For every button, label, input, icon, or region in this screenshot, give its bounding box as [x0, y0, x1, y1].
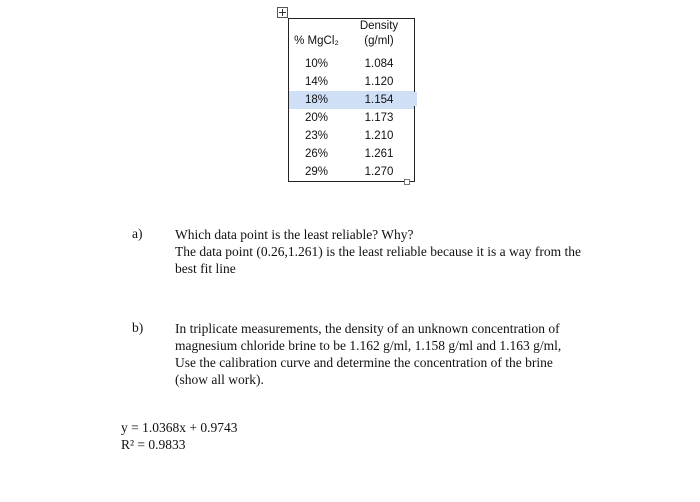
table-row [289, 127, 415, 145]
selection-highlight-extension [414, 92, 417, 106]
percent-cell: 20% [304, 112, 329, 124]
question-a-text: Which data point is the least reliable? Why? [175, 227, 414, 242]
density-cell: 1.210 [364, 130, 394, 142]
question-b-line1: In triplicate measurements, the density of an unknown concentration of [175, 321, 560, 336]
table-resize-handle[interactable] [404, 179, 410, 185]
density-cell[interactable]: 1.154 [344, 91, 415, 109]
header-percent-mgcl2: % MgCl₂ [294, 35, 339, 47]
table-row [289, 73, 415, 91]
percent-cell: 14% [304, 76, 329, 88]
header-density-line1: Density [359, 20, 399, 32]
density-cell: 1.173 [364, 112, 394, 124]
density-cell: 1.120 [364, 76, 394, 88]
density-cell: 1.270 [364, 166, 394, 178]
table-header-row [289, 19, 415, 54]
percent-cell: 10% [304, 58, 329, 70]
header-density [344, 19, 415, 54]
question-b-line2: magnesium chloride brine to be 1.162 g/ml, 1.158 g/ml and 1.163 g/ml, [175, 338, 562, 353]
percent-cell: 23% [304, 130, 329, 142]
question-b-label: b) [132, 320, 144, 335]
density-cell: 1.084 [364, 58, 394, 70]
regression-block [121, 419, 237, 453]
table-row-selected[interactable] [289, 91, 415, 109]
percent-cell: 29% [304, 166, 329, 178]
header-density-line2: (g/ml) [364, 35, 394, 47]
question-b-line3: Use the calibration curve and determine the concentration of the brine [175, 355, 553, 370]
question-b-block [175, 320, 561, 388]
table-row [289, 145, 415, 163]
question-a-label: a) [132, 226, 143, 241]
table-row [289, 53, 415, 73]
question-b-line4: (show all work). [175, 372, 264, 387]
table-row [289, 163, 415, 182]
answer-a-line1: The data point (0.26,1.261) is the least reliable because it is a way from the [175, 244, 581, 259]
move-cross-icon [278, 8, 287, 17]
percent-cell[interactable]: 18% [289, 91, 345, 109]
mgcl2-density-table [288, 18, 415, 182]
answer-a-line2: best fit line [175, 261, 236, 276]
percent-cell: 26% [304, 148, 329, 160]
table-move-handle[interactable] [277, 7, 288, 18]
table-row [289, 109, 415, 127]
regression-r-squared: R² = 0.9833 [121, 437, 186, 452]
regression-equation: y = 1.0368x + 0.9743 [121, 420, 238, 435]
density-cell: 1.261 [364, 148, 394, 160]
question-a-block [175, 226, 581, 277]
